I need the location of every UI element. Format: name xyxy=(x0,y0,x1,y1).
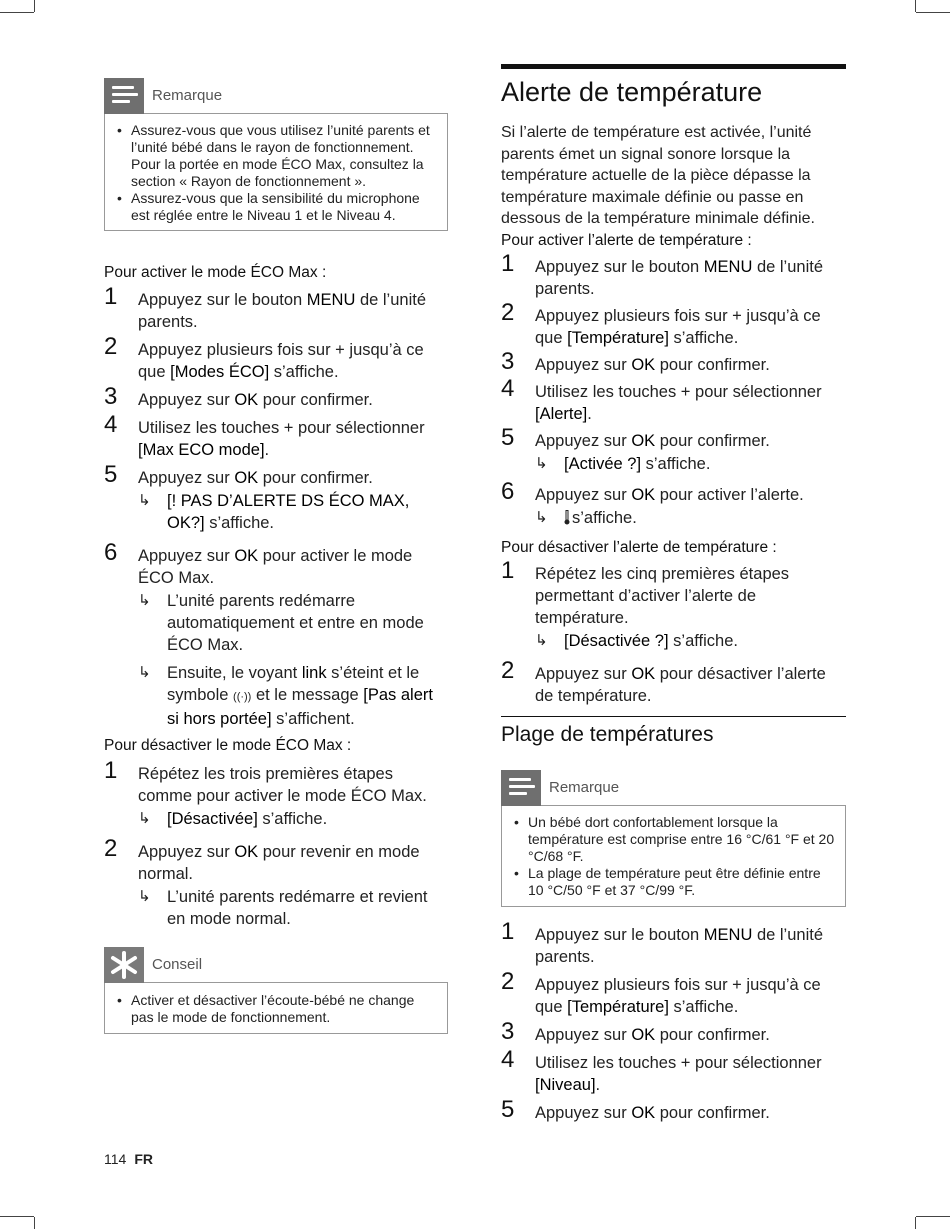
result-arrow-icon: ↳ xyxy=(138,664,151,681)
note-header xyxy=(104,78,448,114)
step-4: 4 Utilisez les touches + pour sélectionner [Niveau]. xyxy=(501,1046,822,1094)
step-2: 2 Appuyez plusieurs fois sur + jusqu’à ce que [Modes ÉCO] s’affiche. xyxy=(104,333,424,381)
section-title: Alerte de température xyxy=(501,77,763,107)
step-number: 5 xyxy=(501,423,515,451)
step-result: ↳ [Désactivée ?] s’affiche. xyxy=(535,631,738,650)
note-title: Remarque xyxy=(549,779,620,796)
step-5: 5 Appuyez sur OK pour confirmer. xyxy=(501,1096,770,1123)
step-result: ↳ [Activée ?] s’affiche. xyxy=(535,454,711,473)
step-number: 2 xyxy=(501,968,515,995)
note-icon xyxy=(104,78,144,114)
tip-header xyxy=(104,947,448,983)
temperature-range-section xyxy=(501,716,846,1124)
step-1: 1 Appuyez sur le bouton MENU de l’unité parents. xyxy=(104,283,427,331)
result-arrow-icon: ↳ xyxy=(138,888,151,905)
step-1: 1 Appuyez sur le bouton MENU de l’unité parents. xyxy=(501,918,824,966)
step-number: 3 xyxy=(501,1018,515,1045)
tip-item: • Activer et désactiver l’écoute-bébé ne change pas le mode de fonctionnement. xyxy=(115,992,437,1026)
crop-mark xyxy=(916,12,950,13)
step-2: 2 Appuyez sur OK pour désactiver l’alerte de température. xyxy=(501,656,826,705)
step-number: 3 xyxy=(501,347,515,375)
step-2: 2 Appuyez sur OK pour revenir en mode normal. ↳ L’unité parents redémarre et revient en mode normal. xyxy=(104,841,448,930)
signal-symbol-icon: ((·)) xyxy=(233,691,252,703)
step-number: 2 xyxy=(104,333,118,360)
activate-eco-section xyxy=(104,262,448,730)
result-arrow-icon: ↳ xyxy=(138,810,151,827)
step-3: 3 Appuyez sur OK pour confirmer. xyxy=(104,383,373,410)
deactivate-eco-section xyxy=(104,735,448,930)
result-arrow-icon: ↳ xyxy=(138,592,151,609)
page-number: 114 xyxy=(104,1151,127,1167)
step-result: ↳ L’unité parents redémarre automatiquement et entre en mode ÉCO Max. xyxy=(138,592,424,654)
step-number: 6 xyxy=(501,477,515,505)
step-number: 4 xyxy=(501,1046,515,1073)
step-number: 6 xyxy=(104,539,118,566)
section-rule xyxy=(501,716,846,717)
step-2: 2 Appuyez plusieurs fois sur + jusqu’à ce que [Température] s’affiche. xyxy=(501,968,821,1016)
result-arrow-icon: ↳ xyxy=(535,508,548,526)
tip-conseil xyxy=(104,947,448,1034)
step-1: 1 Répétez les cinq premières étapes permettant d’activer l’alerte de température. ↳ [Désactivée ?] s’affiche. xyxy=(501,563,846,652)
step-number: 1 xyxy=(501,249,515,277)
note-item: • Assurez-vous que vous utilisez l’unité parents et l’unité bébé dans le rayon de fonctionnement. Pour la portée en mode ÉCO Max, consultez la section « Rayon de fonctionnement ». xyxy=(115,122,437,190)
note-box xyxy=(501,805,846,907)
note-item: • La plage de température peut être définie entre 10 °C/50 °F et 37 °C/99 °F. xyxy=(512,865,835,899)
step-number: 1 xyxy=(501,556,515,584)
step-result: ↳ Ensuite, le voyant link s’éteint et le symbole ((·)) et le message [Pas alert si hors portée] s’affichent. xyxy=(138,664,433,728)
crop-mark xyxy=(34,0,35,12)
crop-mark xyxy=(916,1216,950,1217)
activate-alert-heading: Pour activer l’alerte de température : xyxy=(501,231,752,249)
step-4: 4 Utilisez les touches + pour sélectionner [Max ECO mode]. xyxy=(104,411,425,459)
step-number: 2 xyxy=(501,656,515,684)
page-footer xyxy=(104,1151,153,1167)
note-box xyxy=(104,113,448,231)
step-2: 2 Appuyez plusieurs fois sur + jusqu’à ce que [Température] s’affiche. xyxy=(501,298,821,347)
step-number: 4 xyxy=(501,374,515,402)
step-1: 1 Répétez les trois premières étapes comme pour activer le mode ÉCO Max. ↳ [Désactivée] s’affiche. xyxy=(104,763,448,830)
temperature-alert-section xyxy=(501,64,846,707)
note-icon xyxy=(501,770,541,806)
crop-mark xyxy=(0,12,34,13)
note-header xyxy=(501,770,846,806)
result-arrow-icon: ↳ xyxy=(535,631,548,649)
result-arrow-icon: ↳ xyxy=(138,492,151,509)
crop-mark xyxy=(915,0,916,12)
step-result: ↳ [Désactivée] s’affiche. xyxy=(138,810,328,828)
step-number: 1 xyxy=(501,918,515,945)
range-title: Plage de températures xyxy=(501,723,714,746)
step-result: ↳ [! PAS D’ALERTE DS ÉCO MAX, OK?] s’affiche. xyxy=(138,492,410,532)
note-remarque xyxy=(104,78,448,231)
note-title: Remarque xyxy=(152,87,223,104)
crop-mark xyxy=(915,1217,916,1229)
deactivate-alert-heading: Pour désactiver l’alerte de température : xyxy=(501,538,777,556)
step-number: 2 xyxy=(104,835,118,862)
step-4: 4 Utilisez les touches + pour sélectionner [Alerte]. xyxy=(501,374,822,423)
step-3: 3 Appuyez sur OK pour confirmer. xyxy=(501,347,770,375)
intro-paragraph: Si l’alerte de température est activée, l’unité parents émet un signal sonore lorsque la température actuelle de la pièce dépasse la température maximale définie ou passe en dessous de la température minimale définie. xyxy=(501,124,815,227)
step-3: 3 Appuyez sur OK pour confirmer. xyxy=(501,1018,770,1045)
step-number: 5 xyxy=(501,1096,515,1123)
step-number: 2 xyxy=(501,298,515,326)
step-5: 5 Appuyez sur OK pour confirmer. ↳ [Activée ?] s’affiche. xyxy=(501,430,846,475)
activate-eco-heading: Pour activer le mode ÉCO Max : xyxy=(104,264,327,281)
step-result: ↳ L’unité parents redémarre et revient en mode normal. xyxy=(138,888,428,928)
language-code: FR xyxy=(134,1151,153,1167)
step-number: 1 xyxy=(104,757,118,784)
thermometer-icon xyxy=(564,509,570,531)
note-item: • Un bébé dort confortablement lorsque la température est comprise entre 16 °C/61 °F et 20 °C/68 °F. xyxy=(512,814,835,865)
step-6: 6 Appuyez sur OK pour activer l’alerte. ↳ s’affiche. xyxy=(501,484,846,531)
step-number: 1 xyxy=(104,283,118,310)
result-arrow-icon: ↳ xyxy=(535,454,548,472)
step-6: 6 Appuyez sur OK pour activer le mode ÉCO Max. ↳ L’unité parents redémarre automatiquement et entre en mode ÉCO Max. ↳ Ensuite, le voyant link s’éteint et le symbole ((·)) et le message [Pas alert si hors portée] s’affichent. xyxy=(104,545,448,730)
step-result: ↳ s’affiche. xyxy=(535,507,846,531)
step-number: 3 xyxy=(104,383,118,410)
step-number: 5 xyxy=(104,461,118,488)
note-item: • Assurez-vous que la sensibilité du microphone est réglée entre le Niveau 1 et le Niveau 4. xyxy=(115,190,437,224)
step-5: 5 Appuyez sur OK pour confirmer. ↳ [! PAS D’ALERTE DS ÉCO MAX, OK?] s’affiche. xyxy=(104,467,448,534)
step-1: 1 Appuyez sur le bouton MENU de l’unité parents. xyxy=(501,249,824,298)
crop-mark xyxy=(34,1217,35,1229)
tip-title: Conseil xyxy=(152,956,203,973)
note-remarque xyxy=(501,770,846,907)
deactivate-eco-heading: Pour désactiver le mode ÉCO Max : xyxy=(104,737,352,754)
sparkle-icon xyxy=(104,947,144,983)
crop-mark xyxy=(0,1216,34,1217)
section-rule xyxy=(501,64,846,69)
step-number: 4 xyxy=(104,411,118,438)
tip-box xyxy=(104,982,448,1034)
